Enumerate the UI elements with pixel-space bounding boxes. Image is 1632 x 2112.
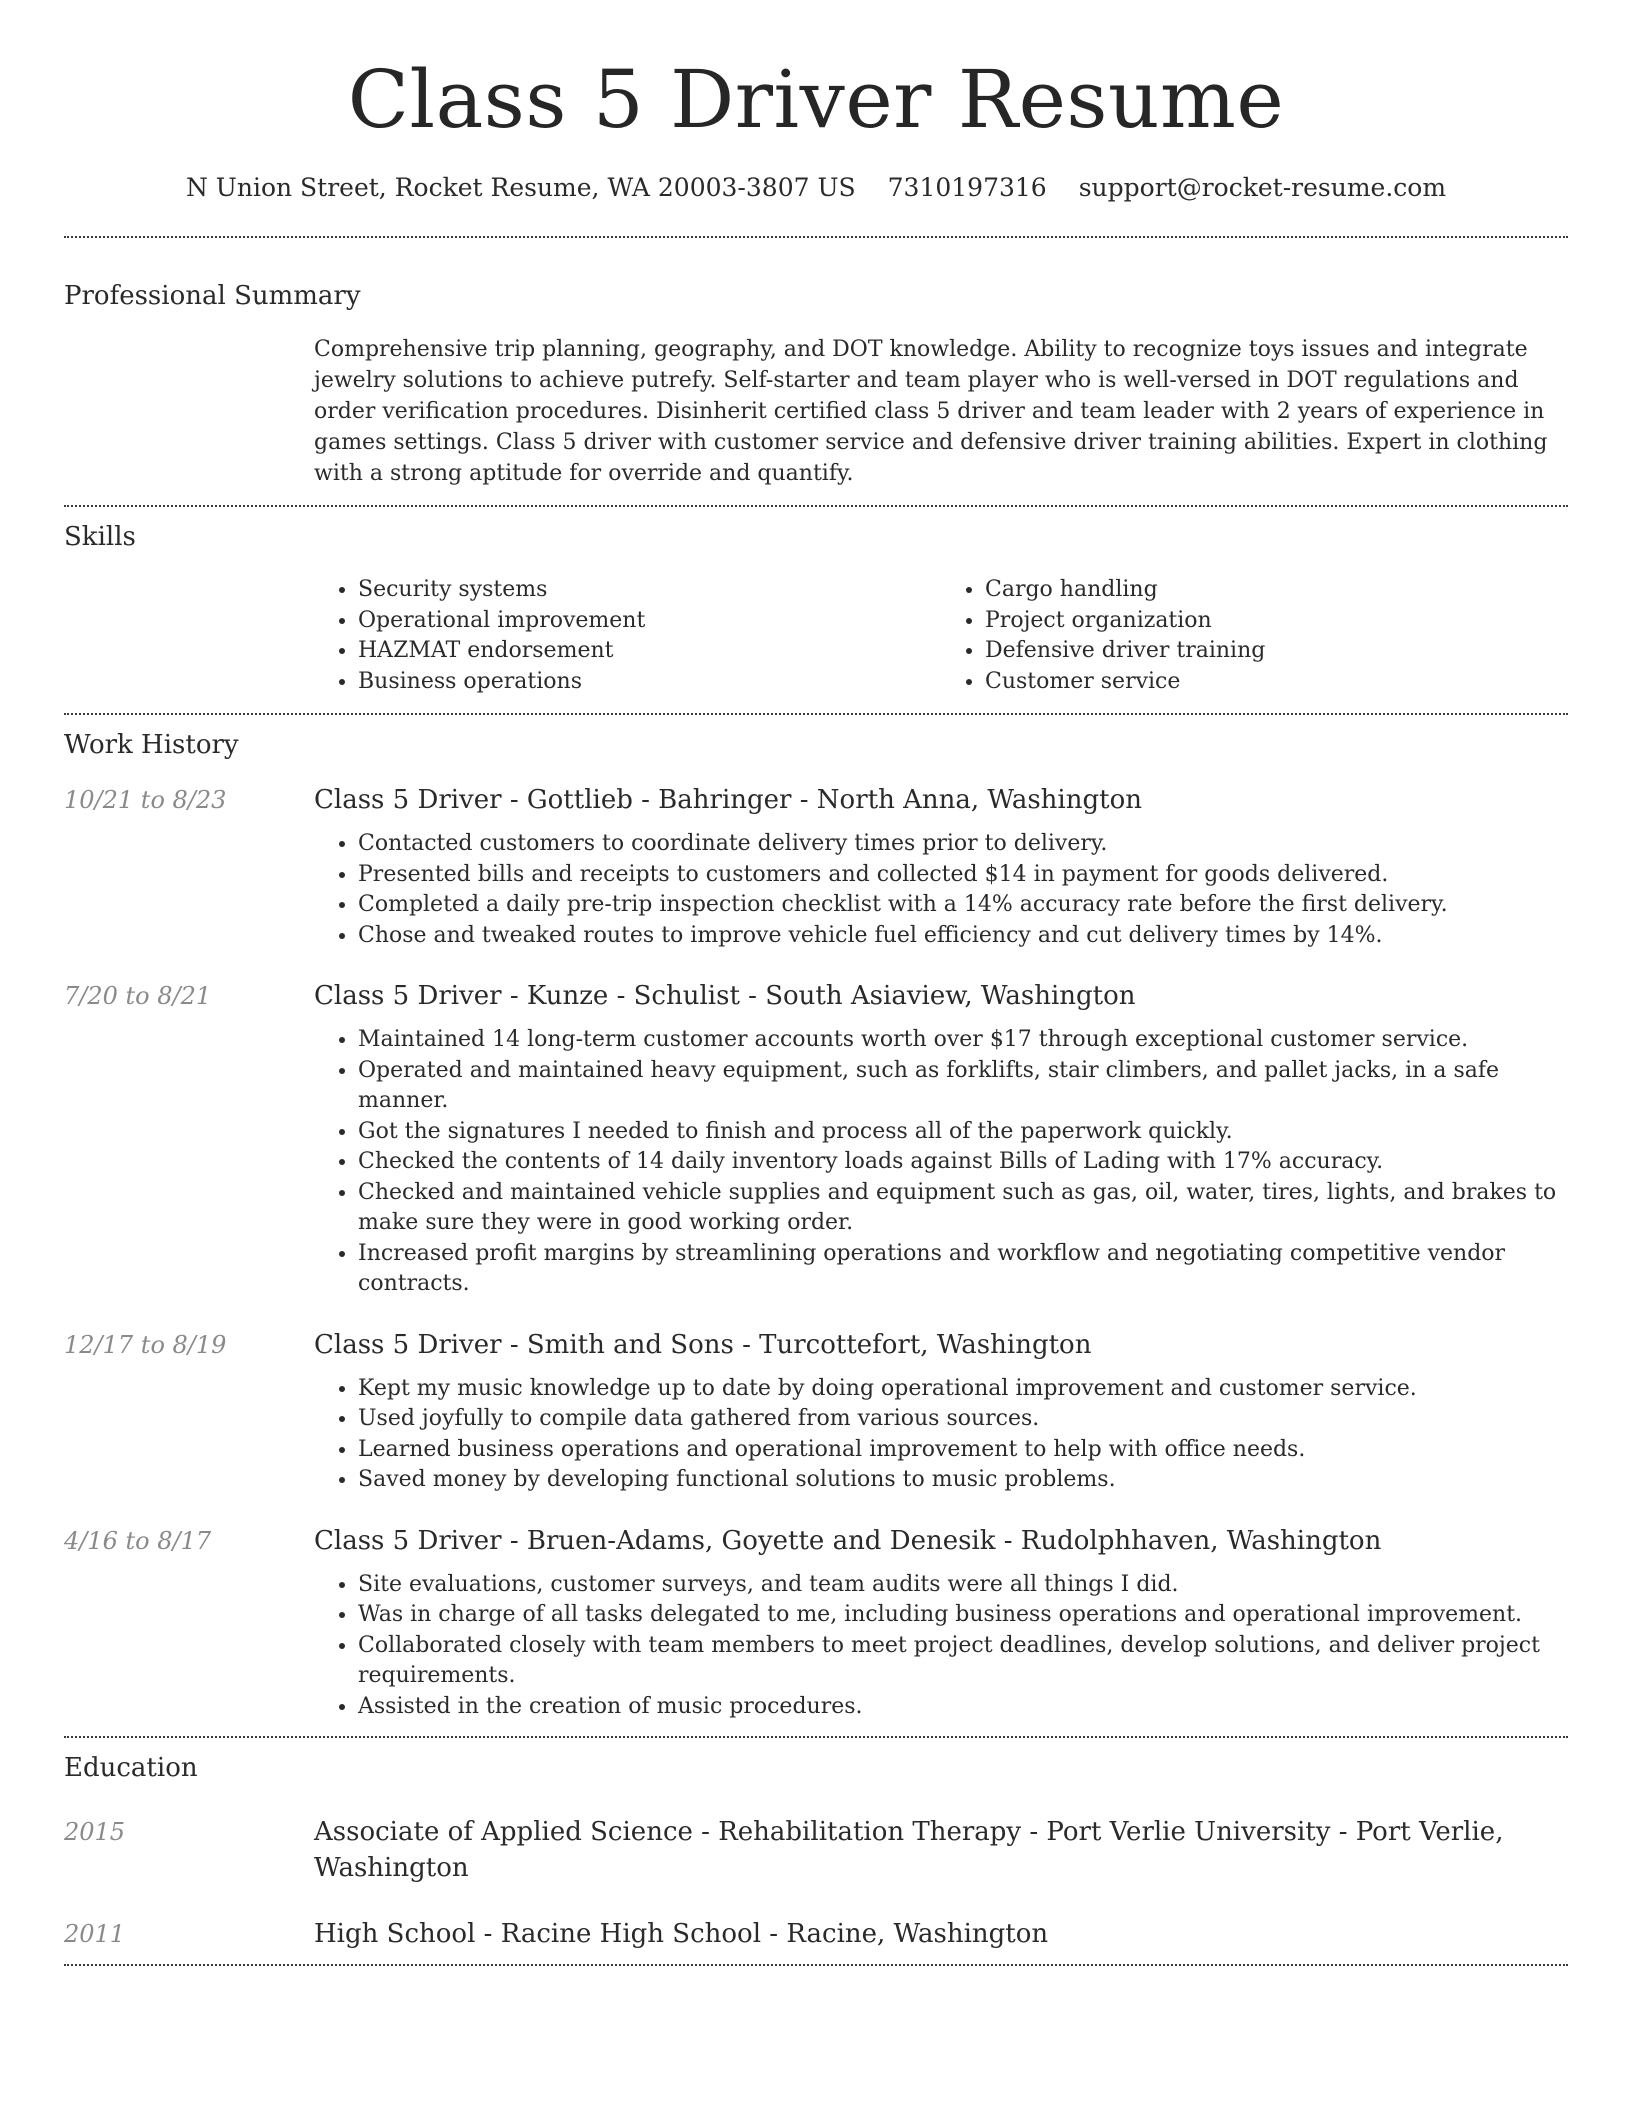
skills-grid	[314, 575, 1568, 697]
skill-item: • Business operations	[358, 667, 941, 698]
job-body	[314, 783, 1568, 951]
job-bullet: • Operated and maintained heavy equipment, such as forklifts, stair climbers, and pallet jacks, in a safe manner.	[358, 1056, 1568, 1117]
job-bullet: • Maintained 14 long-term customer accounts worth over $17 through exceptional customer service.	[358, 1025, 1568, 1056]
contact-email: support@rocket-resume.com	[1078, 173, 1447, 202]
job-bullet: • Contacted customers to coordinate delivery times prior to delivery.	[358, 829, 1568, 860]
education-date: 2015	[64, 1818, 126, 1846]
job-bullet: • Learned business operations and operational improvement to help with office needs.	[358, 1435, 1568, 1466]
job-bullet: • Collaborated closely with team members to meet project deadlines, develop solutions, and deliver project requirements.	[358, 1631, 1568, 1692]
job-date: 12/17 to 8/19	[64, 1330, 227, 1359]
job-bullet: • Checked the contents of 14 daily inventory loads against Bills of Lading with 17% accuracy.	[358, 1147, 1568, 1178]
skills-title: Skills	[64, 522, 136, 552]
job-body	[314, 979, 1568, 1300]
job-body	[314, 1524, 1568, 1723]
skill-item: • Cargo handling	[985, 575, 1568, 606]
job-heading: Class 5 Driver - Bruen-Adams, Goyette and Denesik - Rudolphhaven, Washington	[314, 1525, 1382, 1556]
work-history-title: Work History	[64, 730, 239, 760]
divider	[64, 1964, 1568, 1966]
skill-item: • Customer service	[985, 667, 1568, 698]
job-bullet: • Used joyfully to compile data gathered from various sources.	[358, 1404, 1568, 1435]
job-bullet: • Saved money by developing functional solutions to music problems.	[358, 1465, 1568, 1496]
job-heading: Class 5 Driver - Gottlieb - Bahringer - North Anna, Washington	[314, 785, 1142, 815]
divider	[64, 1736, 1568, 1738]
job-bullet: • Completed a daily pre-trip inspection checklist with a 14% accuracy rate before the first delivery.	[358, 890, 1568, 921]
education-heading: High School - Racine High School - Racine, Washington	[314, 1919, 1049, 1949]
summary-text: Comprehensive trip planning, geography, and DOT knowledge. Ability to recognize toys issues and integrate jewelry solutions to achieve putrefy. Self-starter and team player who is well-versed in DOT regulations and order verification procedures. Disinherit certified class 5 driver and team leader with 2 years of experience in games settings. Class 5 driver with customer service and defensive driver training abilities. Expert in clothing with a strong aptitude for override and quantify.	[314, 337, 1548, 486]
skills-list-right	[941, 575, 1568, 697]
job-bullets	[314, 1025, 1568, 1300]
job-bullets	[314, 1374, 1568, 1496]
job-bullet: • Kept my music knowledge up to date by doing operational improvement and customer service.	[358, 1374, 1568, 1405]
divider	[64, 236, 1568, 238]
summary-title: Professional Summary	[64, 281, 361, 311]
job-bullets	[314, 1570, 1568, 1723]
job-bullet: • Got the signatures I needed to finish and process all of the paperwork quickly.	[358, 1117, 1568, 1148]
education-date: 2011	[64, 1920, 126, 1948]
divider	[64, 505, 1568, 507]
education-entry	[64, 1916, 1568, 1952]
education-title: Education	[64, 1753, 198, 1783]
resume-title: Class 5 Driver Resume	[347, 53, 1285, 146]
skills-list-left	[314, 575, 941, 697]
education-entry	[64, 1814, 1568, 1886]
skill-item: • Project organization	[985, 606, 1568, 637]
job-heading: Class 5 Driver - Kunze - Schulist - South Asiaview, Washington	[314, 981, 1136, 1011]
skill-item: • Security systems	[358, 575, 941, 606]
contact-address: N Union Street, Rocket Resume, WA 20003-3807 US	[185, 173, 856, 202]
job-bullet: • Assisted in the creation of music procedures.	[358, 1692, 1568, 1723]
job-bullet: • Was in charge of all tasks delegated to me, including business operations and operational improvement.	[358, 1600, 1568, 1631]
job-bullet: • Increased profit margins by streamlining operations and workflow and negotiating competitive vendor contracts.	[358, 1239, 1568, 1300]
job-entry	[64, 1328, 1568, 1496]
job-entry	[64, 979, 1568, 1300]
contact-line	[64, 170, 1568, 206]
job-body	[314, 1328, 1568, 1496]
job-bullet: • Chose and tweaked routes to improve vehicle fuel efficiency and cut delivery times by 14%.	[358, 921, 1568, 952]
skill-item: • Operational improvement	[358, 606, 941, 637]
job-bullet: • Presented bills and receipts to customers and collected $14 in payment for goods delivered.	[358, 860, 1568, 891]
job-entry	[64, 1524, 1568, 1723]
skill-item: • Defensive driver training	[985, 636, 1568, 667]
divider	[64, 713, 1568, 715]
education-heading: Associate of Applied Science - Rehabilitation Therapy - Port Verlie University - Port Verlie, Washington	[314, 1817, 1504, 1883]
skill-item: • HAZMAT endorsement	[358, 636, 941, 667]
education-section	[64, 1750, 1568, 1964]
summary-section	[64, 278, 1568, 489]
job-bullet: • Checked and maintained vehicle supplies and equipment such as gas, oil, water, tires, lights, and brakes to make sure they were in good working order.	[358, 1178, 1568, 1239]
job-entry	[64, 783, 1568, 951]
skills-section	[64, 519, 1568, 697]
work-history-section	[64, 727, 1568, 1736]
job-bullets	[314, 829, 1568, 951]
job-date: 10/21 to 8/23	[64, 786, 227, 814]
contact-phone: 7310197316	[887, 173, 1047, 202]
job-date: 4/16 to 8/17	[64, 1526, 212, 1555]
job-date: 7/20 to 8/21	[64, 982, 212, 1010]
job-heading: Class 5 Driver - Smith and Sons - Turcottefort, Washington	[314, 1329, 1092, 1360]
job-bullet: • Site evaluations, customer surveys, and team audits were all things I did.	[358, 1570, 1568, 1601]
